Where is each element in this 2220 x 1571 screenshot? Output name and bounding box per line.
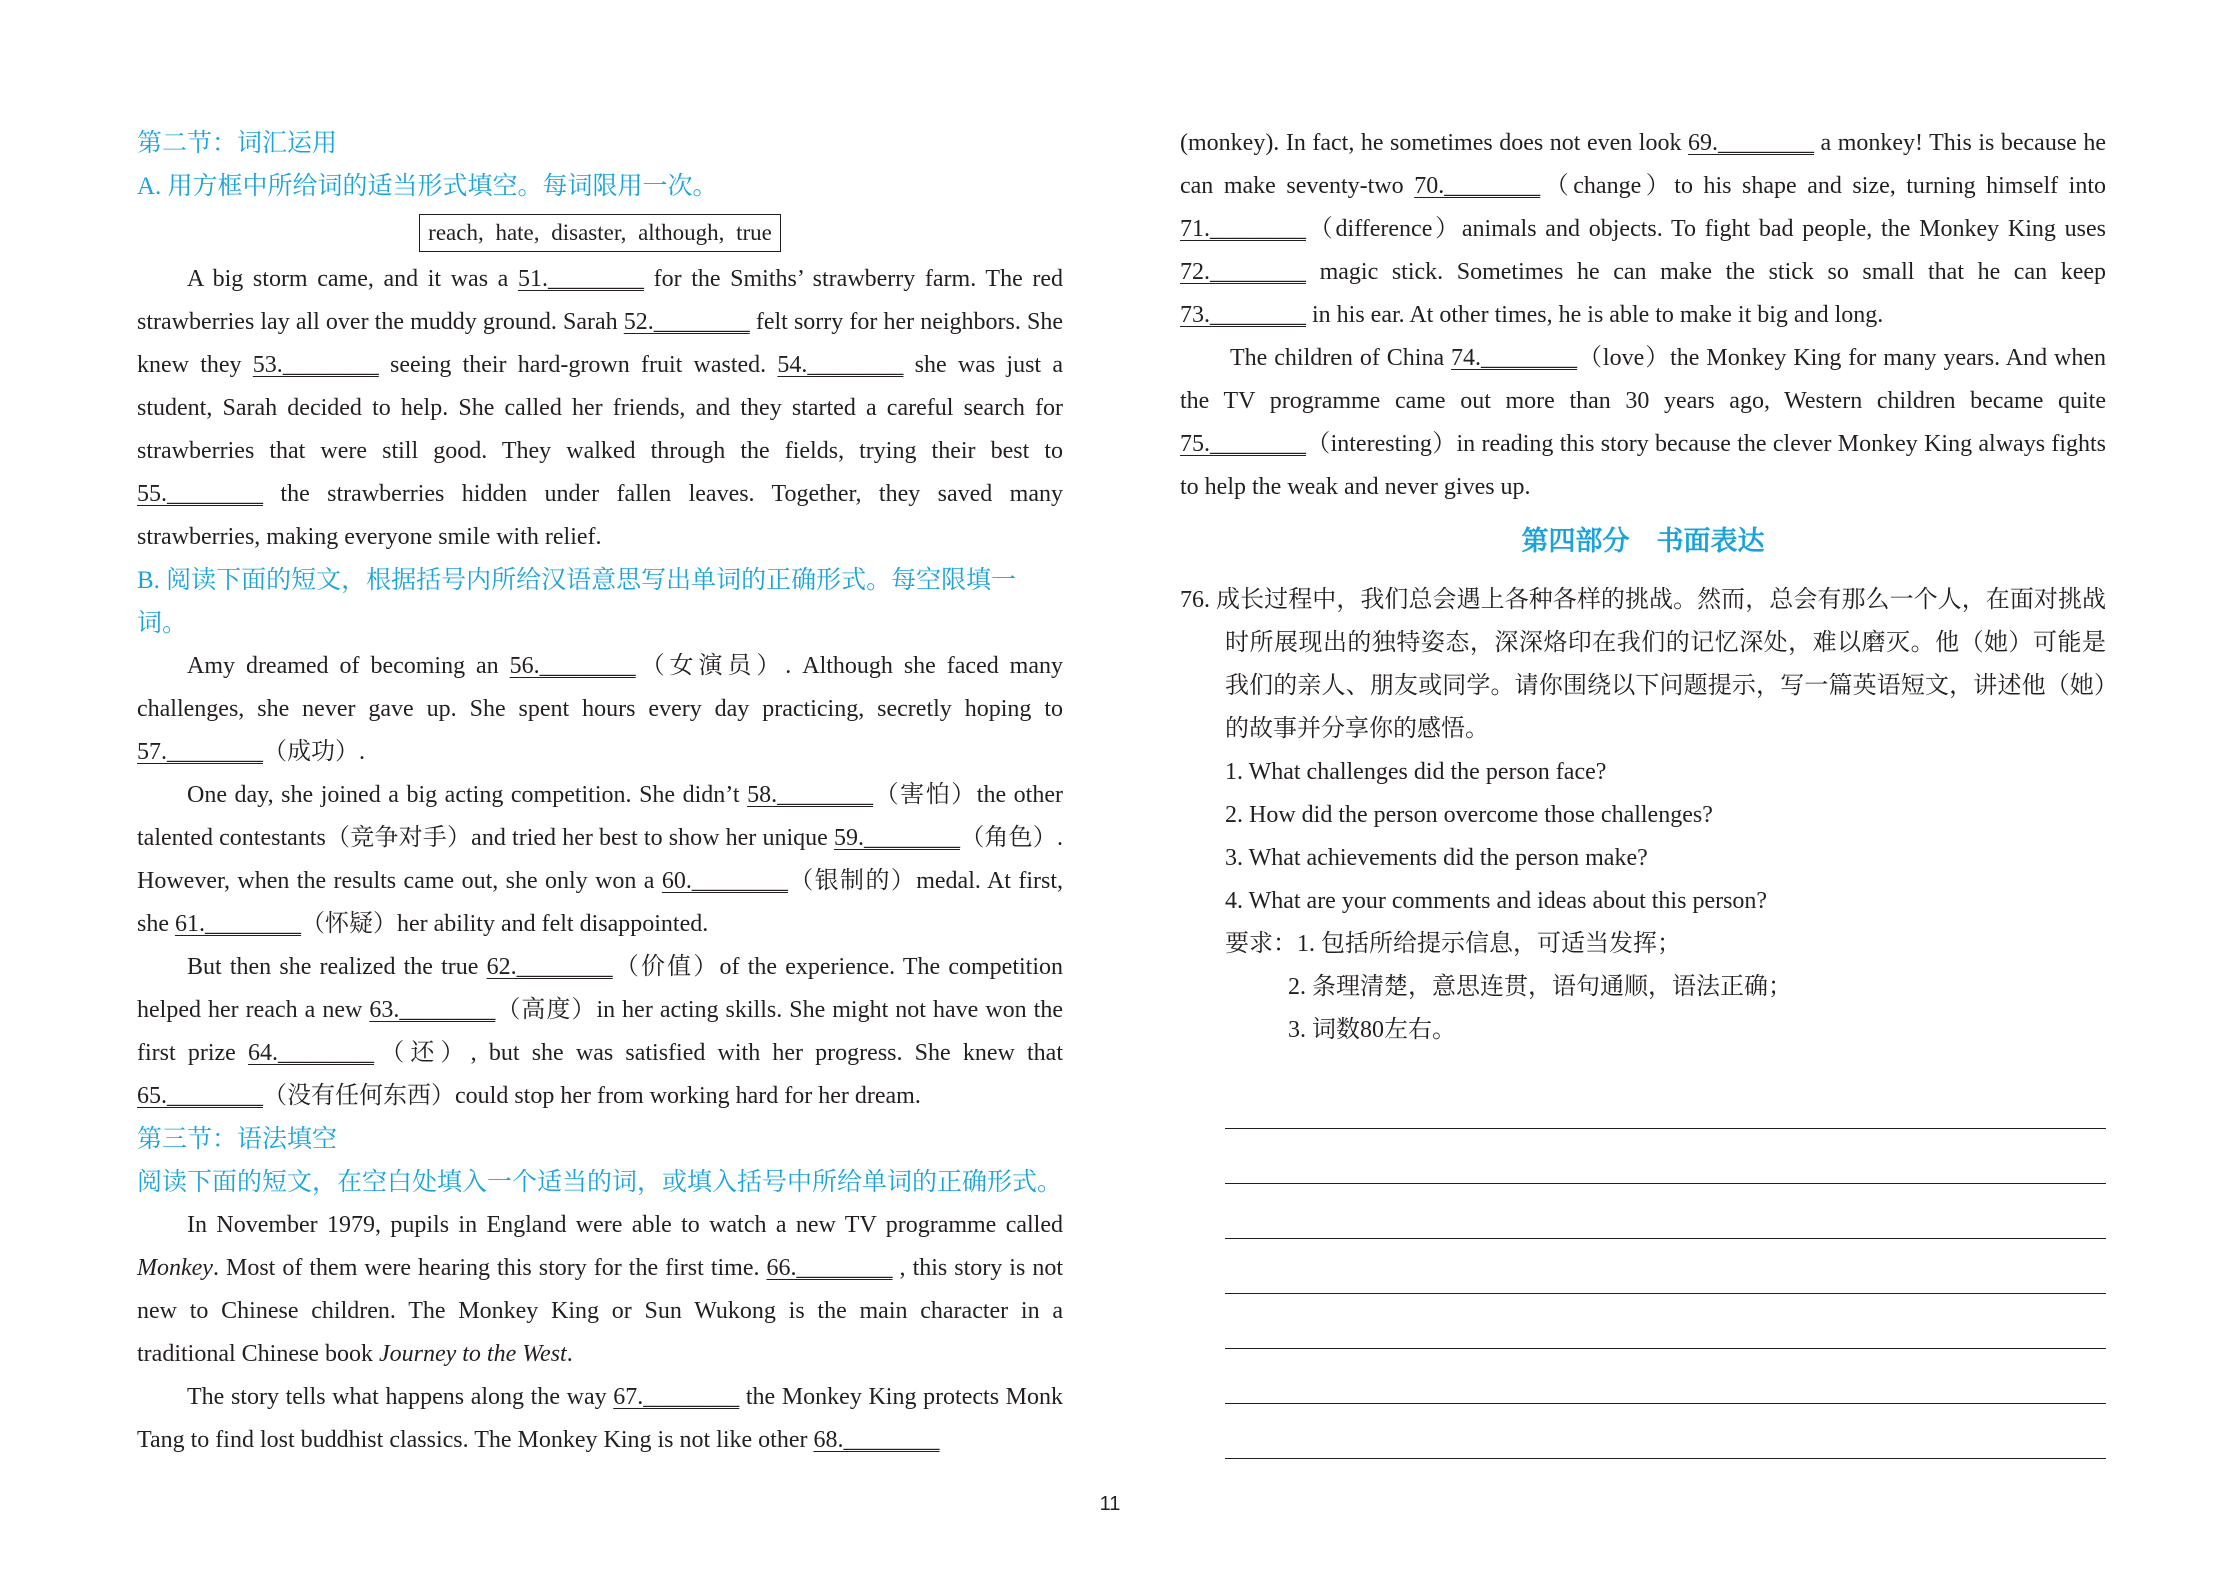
blank-73[interactable]: 73.________ bbox=[1180, 302, 1306, 328]
passage-b-paragraph-1: Amy dreamed of becoming an 56.________（女演员）. Although she faced many challenges, she never gave up. She spent hours every day practicing, secretly hoping to 57.________（成功）. bbox=[137, 653, 1063, 765]
passage-c-paragraph-2: The story tells what happens along the way 67.________ the Monkey King protects Monk Tang to find lost buddhist classics. The Monkey King is not like other 68.________ bbox=[137, 1384, 1064, 1453]
blank-53[interactable]: 53.________ bbox=[252, 352, 379, 378]
blank-51[interactable]: 51.________ bbox=[517, 266, 644, 292]
prompt-item: 2. How did the person overcome those challenges? bbox=[1225, 802, 1713, 828]
writing-line[interactable] bbox=[1225, 1239, 2106, 1294]
blank-70[interactable]: 70.________ bbox=[1414, 173, 1541, 199]
blank-71[interactable]: 71.________ bbox=[1180, 216, 1306, 242]
page-number: 11 bbox=[1099, 1493, 1121, 1515]
requirements-label: 要求：1. 包括所给提示信息，可适当发挥； bbox=[1225, 931, 1681, 957]
passage-c-paragraph-1: In November 1979, pupils in England were able to watch a new TV programme called Monkey. Most of them were hearing this story for the first time. 66.________ , this story is not new to Chinese children. The Monkey King or Sun Wukong is the main character in a traditional Chinese book Journey to the West. bbox=[137, 1212, 1064, 1367]
blank-54[interactable]: 54.________ bbox=[777, 352, 904, 378]
left-column bbox=[137, 122, 1063, 1462]
blank-66[interactable]: 66.________ bbox=[766, 1255, 893, 1281]
blank-65[interactable]: 65.________ bbox=[137, 1083, 263, 1109]
blank-57[interactable]: 57.________ bbox=[137, 739, 263, 765]
blank-55[interactable]: 55.________ bbox=[137, 481, 263, 507]
blank-74[interactable]: 74.________ bbox=[1451, 345, 1578, 371]
writing-line[interactable] bbox=[1225, 1074, 2106, 1129]
blank-52[interactable]: 52.________ bbox=[623, 309, 750, 335]
passage-b-paragraph-3: But then she realized the true 62.________（价值）of the experience. The competition helped her reach a new 63.________（高度）in her acting skills. She might not have won the first prize 64.________（还）, but she was satisfied with her progress. She knew that 65.________（没有任何东西）could stop her from working hard for her dream. bbox=[137, 954, 1064, 1109]
title-monkey: Monkey bbox=[137, 1255, 213, 1281]
blank-68[interactable]: 68.________ bbox=[813, 1427, 940, 1453]
blank-67[interactable]: 67.________ bbox=[613, 1384, 740, 1410]
section3-instruction: 阅读下面的短文，在空白处填入一个适当的词，或填入括号中所给单词的正确形式。 bbox=[137, 1169, 1063, 1196]
right-column bbox=[1180, 122, 2106, 1459]
part-a-instruction: A. 用方框中所给词的适当形式填空。每词限用一次。 bbox=[137, 173, 718, 200]
section3-title: 第三节：语法填空 bbox=[137, 1126, 338, 1153]
writing-line[interactable] bbox=[1225, 1129, 2106, 1184]
requirement-item: 2. 条理清楚，意思连贯，语句通顺，语法正确； bbox=[1288, 974, 1792, 1000]
writing-line[interactable] bbox=[1225, 1404, 2106, 1459]
writing-line[interactable] bbox=[1225, 1184, 2106, 1239]
passage-c-paragraph-2-continued: (monkey). In fact, he sometimes does not even look 69.________ a monkey! This is because he can make seventy-two 70.________（change）to his shape and size, turning himself into 71.________（difference）animals and objects. To fight bad people, the Monkey King uses 72.________ magic stick. Sometimes he can make the stick so small that he can keep 73.________ in his ear. At other times, he is able to make it big and long. bbox=[1180, 130, 2107, 328]
blank-63[interactable]: 63.________ bbox=[369, 997, 496, 1023]
question-76-prompt: 76. 成长过程中，我们总会遇上各种各样的挑战。然而，总会有那么一个人，在面对挑战时所展现出的独特姿态，深深烙印在我们的记忆深处，难以磨灭。他（她）可能是我们的亲人、朋友或同学。请你围绕以下问题提示，写一篇英语短文，讲述他（她）的故事并分享你的感悟。 bbox=[1180, 587, 2106, 742]
part4-title: 第四部分 书面表达 bbox=[1521, 526, 1765, 556]
blank-64[interactable]: 64.________ bbox=[247, 1040, 374, 1066]
passage-b-paragraph-2: One day, she joined a big acting competition. She didn’t 58.________（害怕）the other talented contestants（竞争对手）and tried her best to show her unique 59.________（角色）. However, when the results came out, she only won a 60.________（银制的）medal. At first, she 61.________（怀疑）her ability and felt disappointed. bbox=[137, 782, 1064, 937]
blank-69[interactable]: 69.________ bbox=[1688, 130, 1814, 156]
writing-line[interactable] bbox=[1225, 1294, 2106, 1349]
prompt-item: 1. What challenges did the person face? bbox=[1225, 759, 1607, 785]
word-box-container bbox=[137, 214, 1063, 252]
word-box: reach, hate, disaster, although, true bbox=[419, 214, 781, 252]
writing-area[interactable] bbox=[1225, 1074, 2106, 1459]
section2-title: 第二节：词汇运用 bbox=[137, 130, 338, 157]
blank-72[interactable]: 72.________ bbox=[1180, 259, 1306, 285]
writing-line[interactable] bbox=[1225, 1349, 2106, 1404]
title-journey-to-the-west: Journey to the West bbox=[378, 1341, 567, 1367]
blank-59[interactable]: 59.________ bbox=[834, 825, 961, 851]
blank-60[interactable]: 60.________ bbox=[661, 868, 788, 894]
part-b-instruction: B. 阅读下面的短文，根据括号内所给汉语意思写出单词的正确形式。每空限填一词。 bbox=[137, 567, 1017, 637]
blank-75[interactable]: 75.________ bbox=[1180, 431, 1306, 457]
prompt-item: 4. What are your comments and ideas about this person? bbox=[1225, 888, 1768, 914]
blank-61[interactable]: 61.________ bbox=[175, 911, 301, 937]
blank-62[interactable]: 62.________ bbox=[486, 954, 613, 980]
requirement-item: 3. 词数80左右。 bbox=[1288, 1017, 1456, 1043]
passage-c-paragraph-3: The children of China 74.________（love）the Monkey King for many years. And when the TV programme came out more than 30 years ago, Western children became quite 75.________（interesting）in reading this story because the clever Monkey King always fights to help the weak and never gives up. bbox=[1180, 345, 2106, 500]
prompt-item: 3. What achievements did the person make? bbox=[1225, 845, 1648, 871]
passage-a-paragraph: A big storm came, and it was a 51.________ for the Smiths’ strawberry farm. The red strawberries lay all over the muddy ground. Sarah 52.________ felt sorry for her neighbors. She knew they 53.________ seeing their hard-grown fruit wasted. 54.________ she was just a student, Sarah decided to help. She called her friends, and they started a careful search for strawberries that were still good. They walked through the fields, trying their best to 55.________ the strawberries hidden under fallen leaves. Together, they saved many strawberries, making everyone smile with relief. bbox=[137, 266, 1063, 550]
blank-56[interactable]: 56.________ bbox=[509, 653, 636, 679]
blank-58[interactable]: 58.________ bbox=[747, 782, 874, 808]
